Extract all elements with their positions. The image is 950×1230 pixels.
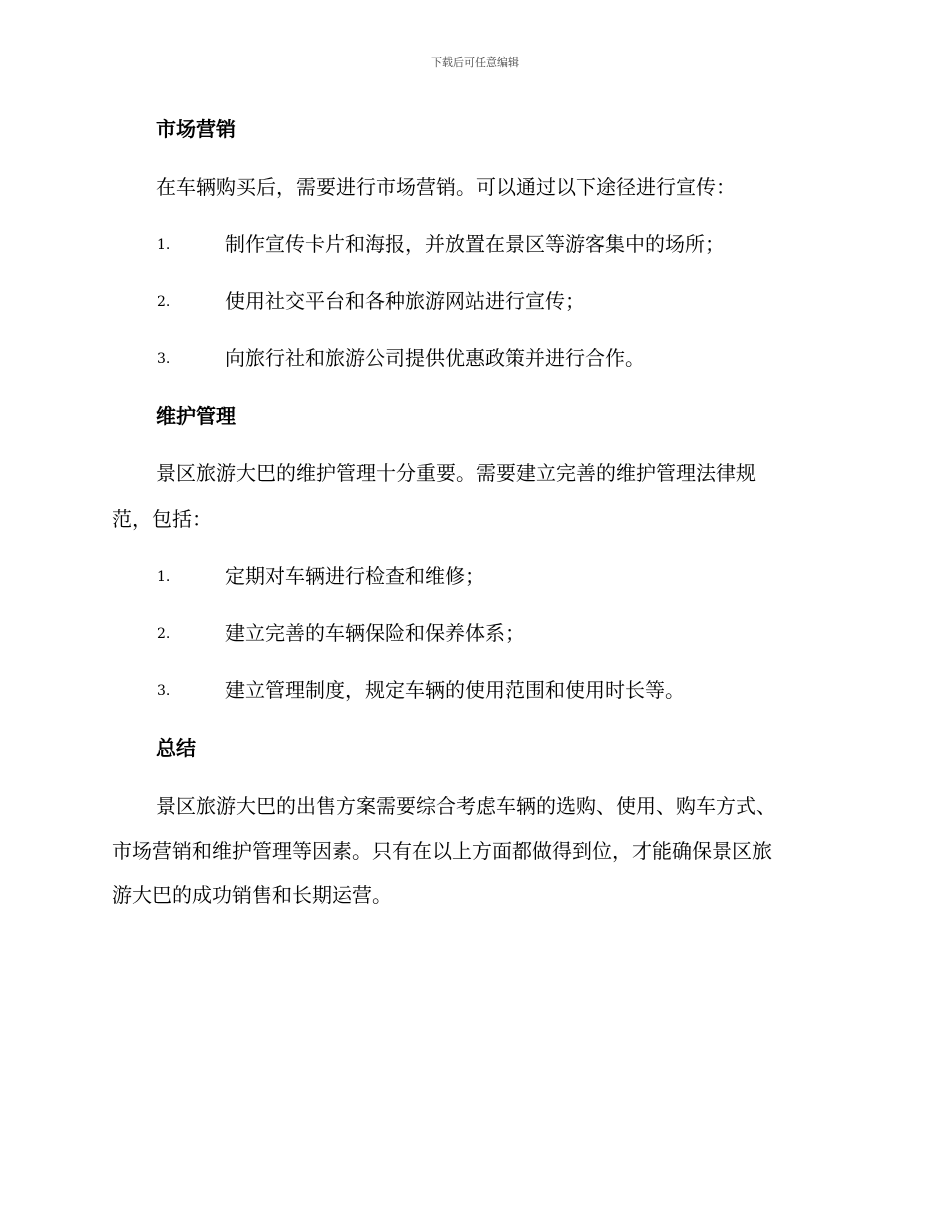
list-item-text: 使用社交平台和各种旅游网站进行宣传；	[225, 289, 585, 313]
section-heading-maintenance: 维护管理	[156, 404, 236, 428]
section-heading-summary: 总结	[156, 736, 196, 760]
list-item-text: 建立管理制度，规定车辆的使用范围和使用时长等。	[225, 678, 685, 702]
summary-line2: 市场营销和维护管理等因素。只有在以上方面都做得到位，才能确保景区旅	[112, 839, 772, 863]
list-item-text: 建立完善的车辆保险和保养体系；	[225, 621, 525, 645]
page-header-note: 下载后可任意编辑	[431, 56, 519, 69]
list-item-number: 2.	[157, 626, 171, 642]
marketing-intro: 在车辆购买后，需要进行市场营销。可以通过以下途径进行宣传：	[156, 175, 736, 199]
summary-line3: 游大巴的成功销售和长期运营。	[112, 883, 392, 907]
summary-line1: 景区旅游大巴的出售方案需要综合考虑车辆的选购、使用、购车方式、	[156, 794, 776, 818]
list-item-number: 3.	[157, 683, 171, 699]
list-item-number: 1.	[157, 237, 171, 253]
list-item-number: 1.	[157, 569, 171, 585]
section-heading-marketing: 市场营销	[156, 117, 236, 141]
maintenance-intro-line1: 景区旅游大巴的维护管理十分重要。需要建立完善的维护管理法律规	[156, 461, 756, 485]
list-item-text: 定期对车辆进行检查和维修；	[225, 564, 485, 588]
list-item-text: 制作宣传卡片和海报，并放置在景区等游客集中的场所；	[225, 232, 725, 256]
list-item-number: 2.	[157, 294, 171, 310]
list-item-number: 3.	[157, 351, 171, 367]
maintenance-intro-line2: 范，包括：	[112, 507, 212, 531]
list-item-text: 向旅行社和旅游公司提供优惠政策并进行合作。	[225, 346, 645, 370]
